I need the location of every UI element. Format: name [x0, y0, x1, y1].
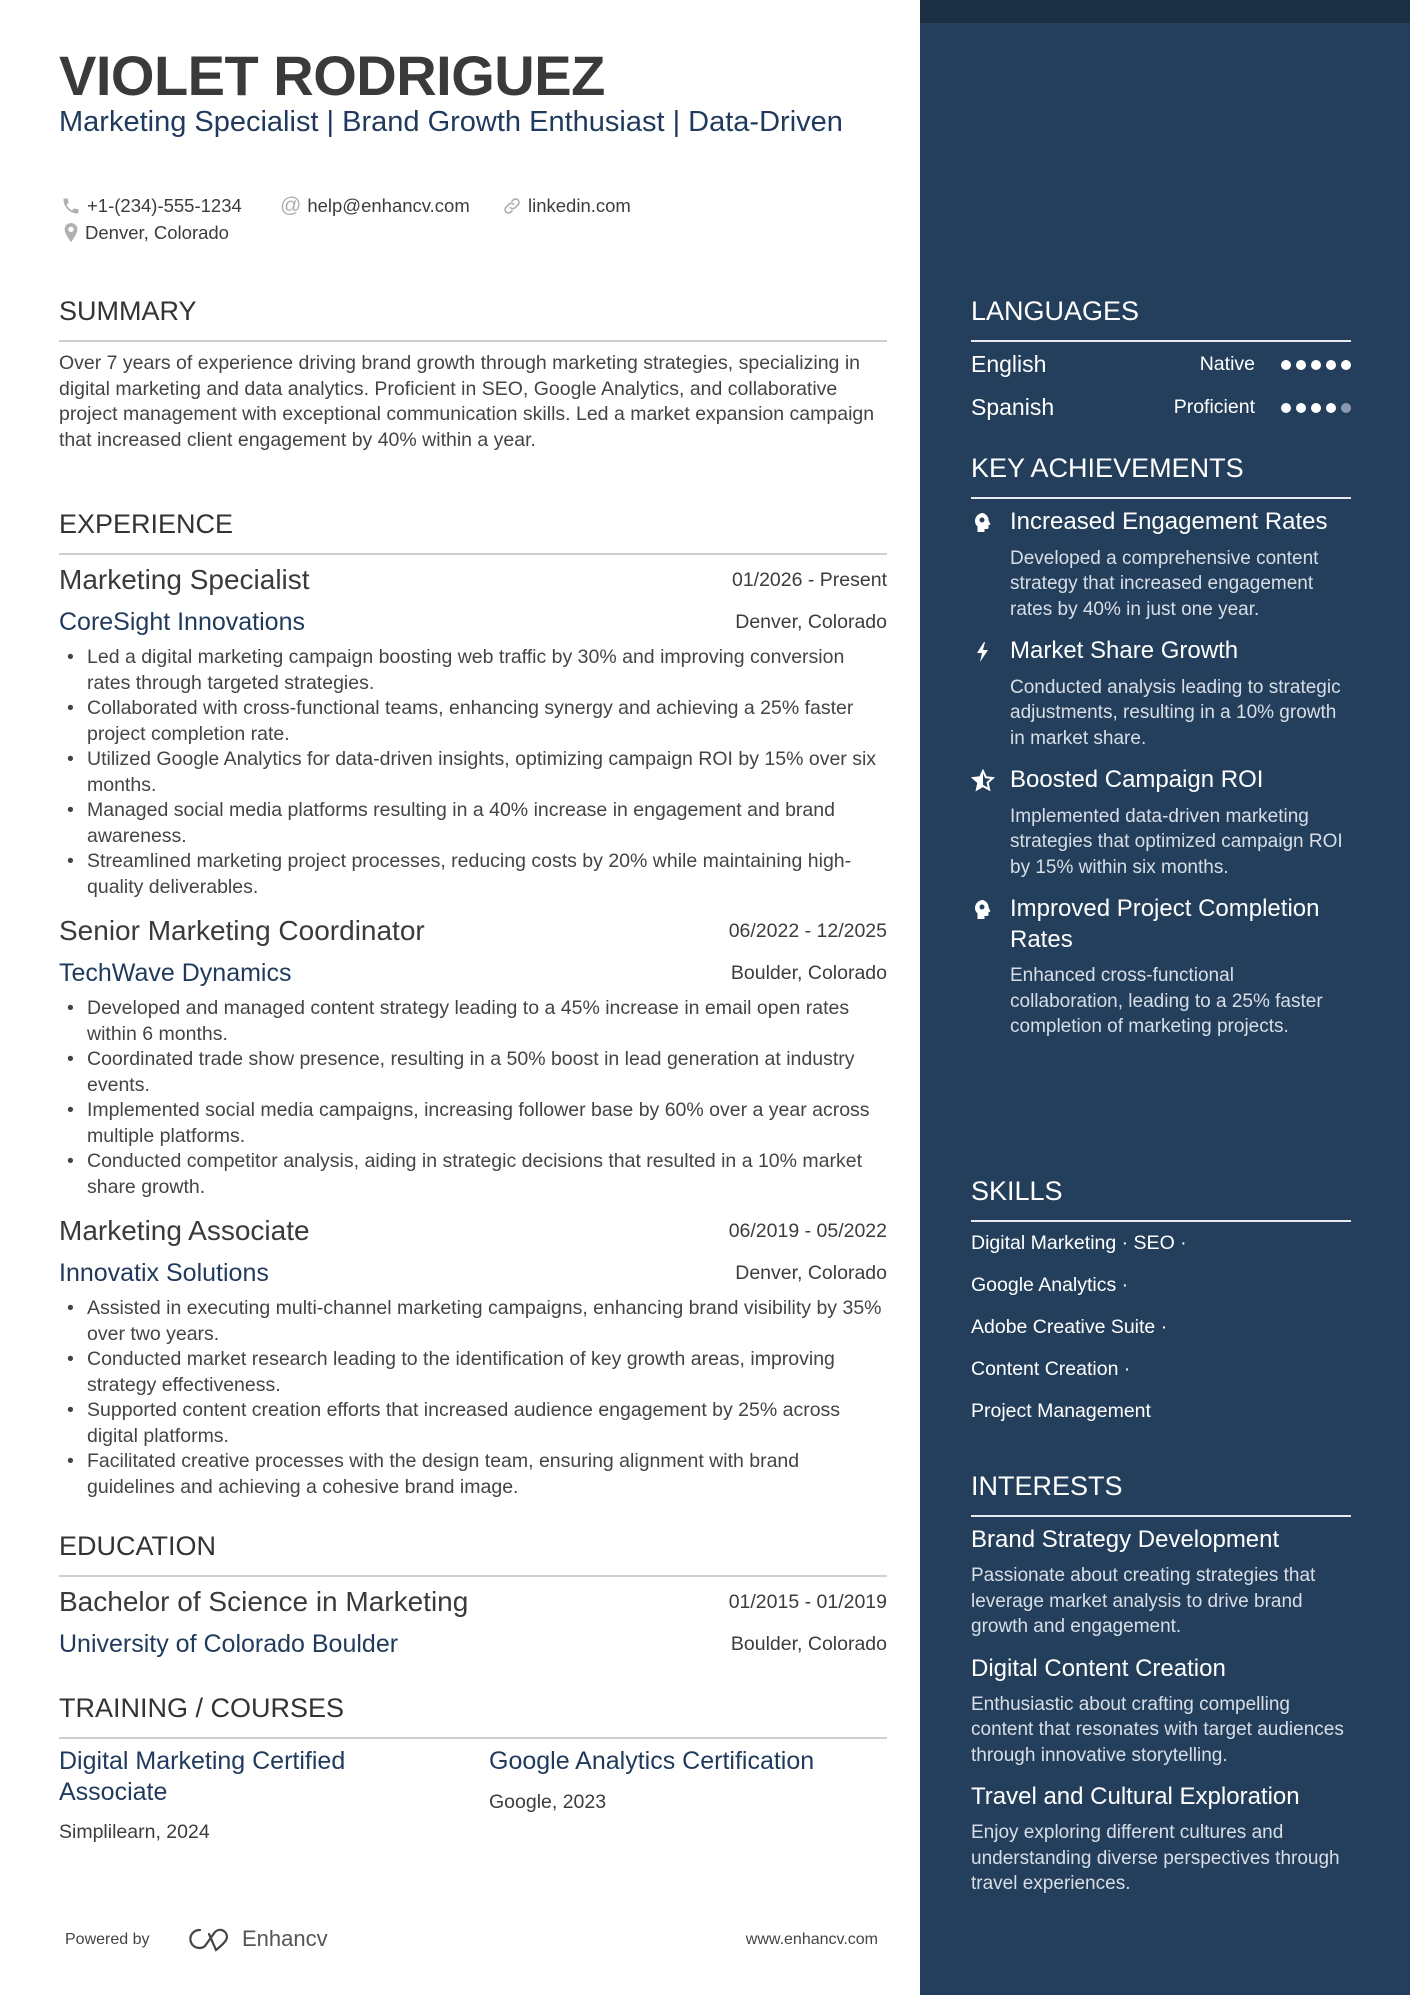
rating-dot-empty	[1341, 403, 1351, 413]
education-section	[59, 1528, 887, 1662]
bullet: • Conducted competitor analysis, aiding in strategic decisions that resulted in a 10% market share growth.	[59, 1149, 887, 1200]
interests-heading: INTERESTS	[971, 1468, 1351, 1517]
job-location: Denver, Colorado	[735, 610, 887, 633]
training-provider: Google, 2023	[489, 1790, 607, 1813]
linkedin-link[interactable]: linkedin.com	[528, 195, 631, 216]
interests-section	[971, 1468, 1351, 1911]
interest-title: Brand Strategy Development	[971, 1526, 1280, 1553]
head-icon	[971, 511, 995, 535]
rating-dot	[1311, 403, 1321, 413]
experience-section	[59, 506, 887, 1513]
interest-desc: Passionate about creating strategies that leverage market analysis to drive brand growth and engagement.	[971, 1565, 1316, 1637]
bolt-icon	[971, 640, 995, 664]
skill-line: Project Management	[971, 1400, 1151, 1422]
enhancv-brand: Enhancv	[242, 1926, 328, 1951]
training-title: Digital Marketing Certified Associate	[59, 1747, 346, 1806]
bullet: • Facilitated creative processes with the design team, ensuring alignment with brand guidelines and achieving a cohesive brand image.	[59, 1449, 887, 1500]
company-name: Innovatix Solutions	[59, 1259, 269, 1287]
education-location: Boulder, Colorado	[730, 1632, 887, 1655]
phone-contact	[61, 194, 242, 218]
training-section	[59, 1690, 887, 1739]
education-dates: 01/2015 - 01/2019	[728, 1590, 887, 1613]
powered-by-label: Powered by	[65, 1931, 150, 1948]
skills-section	[971, 1173, 1351, 1432]
achievements-heading: KEY ACHIEVEMENTS	[971, 450, 1351, 499]
bullet: • Implemented social media campaigns, increasing follower base by 60% over a year across multiple platforms.	[59, 1098, 887, 1149]
achievement-title: Boosted Campaign ROI	[1010, 766, 1264, 793]
rating-dot	[1296, 360, 1306, 370]
job-title: Marketing Associate	[59, 1215, 310, 1246]
company-name: TechWave Dynamics	[59, 959, 292, 987]
rating-dot	[1281, 360, 1291, 370]
job-entry	[59, 1213, 887, 1500]
bullet: • Led a digital marketing campaign boosting web traffic by 30% and improving conversion rates through targeted strategies.	[59, 645, 887, 696]
rating-dot	[1341, 360, 1351, 370]
bullet: • Developed and managed content strategy leading to a 45% increase in email open rates within 6 months.	[59, 996, 887, 1047]
experience-heading: EXPERIENCE	[59, 506, 887, 555]
job-title: Marketing Specialist	[59, 564, 310, 595]
bullet: • Supported content creation efforts that increased audience engagement by 25% across digital platforms.	[59, 1398, 887, 1449]
achievement-item	[971, 765, 1351, 880]
language-rating	[1281, 360, 1351, 370]
candidate-name: VIOLET RODRIGUEZ	[59, 44, 605, 107]
job-bullets	[59, 1296, 887, 1500]
achievement-desc: Enhanced cross-functional collaboration, leading to a 25% faster completion of marketing projects.	[1010, 965, 1323, 1037]
phone-text: +1-(234)-555-1234	[87, 195, 242, 216]
achievement-item	[971, 636, 1351, 751]
achievement-desc: Conducted analysis leading to strategic adjustments, resulting in a 10% growth in market share.	[1010, 676, 1341, 749]
email-contact[interactable]	[280, 194, 470, 218]
skill-line: Adobe Creative Suite ·	[971, 1316, 1168, 1338]
training-item	[489, 1746, 879, 1814]
job-dates: 06/2022 - 12/2025	[728, 919, 887, 942]
training-heading: TRAINING / COURSES	[59, 1690, 887, 1739]
rating-dot	[1281, 403, 1291, 413]
skill-line: Digital Marketing · SEO ·	[971, 1232, 1187, 1254]
training-title: Google Analytics Certification	[489, 1747, 815, 1775]
linkedin-contact[interactable]	[502, 194, 631, 218]
job-entry	[59, 913, 887, 1200]
language-name: English	[971, 351, 1047, 377]
enhancv-logo-icon	[184, 1926, 232, 1952]
skill-line: Google Analytics ·	[971, 1274, 1129, 1296]
sidebar-top-strip	[920, 0, 1410, 23]
location-text: Denver, Colorado	[85, 222, 229, 243]
language-level: Native	[1199, 353, 1255, 375]
achievement-title: Increased Engagement Rates	[1010, 508, 1328, 535]
at-icon: @	[280, 194, 302, 217]
bullet: • Collaborated with cross-functional teams, enhancing synergy and achieving a 25% faster project completion rate.	[59, 696, 887, 747]
email-link[interactable]: help@enhancv.com	[307, 195, 470, 216]
summary-section	[59, 293, 887, 453]
education-heading: EDUCATION	[59, 1528, 887, 1577]
bullet: • Coordinated trade show presence, resulting in a 50% boost in lead generation at industry events.	[59, 1047, 887, 1098]
summary-heading: SUMMARY	[59, 293, 887, 342]
skills-heading: SKILLS	[971, 1173, 1351, 1222]
languages-section	[971, 293, 1351, 429]
languages-heading: LANGUAGES	[971, 293, 1351, 342]
school-name: University of Colorado Boulder	[59, 1630, 399, 1658]
enhancv-logo[interactable]	[184, 1926, 328, 1952]
interest-desc: Enjoy exploring different cultures and understanding diverse perspectives through travel experiences.	[971, 1822, 1340, 1894]
bullet: • Assisted in executing multi-channel marketing campaigns, enhancing brand visibility by 35% over two years.	[59, 1296, 887, 1347]
job-location: Denver, Colorado	[735, 1261, 887, 1284]
achievement-item	[971, 507, 1351, 622]
job-entry	[59, 562, 887, 900]
company-name: CoreSight Innovations	[59, 608, 305, 636]
training-item	[59, 1746, 439, 1844]
language-name: Spanish	[971, 394, 1055, 420]
bullet: • Conducted market research leading to the identification of key growth areas, improving strategy effectiveness.	[59, 1347, 887, 1398]
rating-dot	[1326, 403, 1336, 413]
summary-text: Over 7 years of experience driving brand growth through marketing strategies, specializing in digital marketing and data analytics. Proficient in SEO, Google Analytics, and collaborative project management with exceptional communication skills. Led a market expansion campaign that increased client engagement by 40% within a year.	[59, 352, 875, 451]
job-title: Senior Marketing Coordinator	[59, 915, 425, 946]
interest-title: Digital Content Creation	[971, 1654, 1226, 1682]
language-level: Proficient	[1173, 396, 1255, 418]
achievement-desc: Developed a comprehensive content strategy that increased engagement rates by 40% in just one year.	[1010, 547, 1319, 620]
bullet: • Streamlined marketing project processes, reducing costs by 20% while maintaining high-quality deliverables.	[59, 849, 887, 900]
location-contact	[63, 221, 229, 245]
candidate-title: Marketing Specialist | Brand Growth Enthusiast | Data-Driven	[59, 106, 843, 138]
degree: Bachelor of Science in Marketing	[59, 1586, 469, 1617]
training-provider: Simplilearn, 2024	[59, 1821, 210, 1843]
job-bullets	[59, 645, 887, 900]
bullet: • Utilized Google Analytics for data-driven insights, optimizing campaign ROI by 15% over six months.	[59, 747, 887, 798]
language-row	[971, 386, 1351, 429]
bullet: • Managed social media platforms resulting in a 40% increase in engagement and brand awareness.	[59, 798, 887, 849]
language-row	[971, 343, 1351, 386]
job-bullets	[59, 996, 887, 1200]
rating-dot	[1311, 360, 1321, 370]
head-icon	[971, 898, 995, 922]
achievement-desc: Implemented data-driven marketing strategies that optimized campaign ROI by 15% within six months.	[1010, 805, 1343, 878]
job-location: Boulder, Colorado	[730, 961, 887, 984]
location-pin-icon	[63, 223, 79, 243]
link-icon	[502, 196, 522, 216]
star-icon	[971, 769, 995, 793]
phone-icon	[61, 196, 81, 216]
rating-dot	[1296, 403, 1306, 413]
achievement-title: Market Share Growth	[1010, 637, 1239, 664]
achievements-section	[971, 450, 1351, 1054]
language-rating	[1281, 403, 1351, 413]
interest-title: Travel and Cultural Exploration	[971, 1783, 1300, 1810]
job-dates: 01/2026 - Present	[731, 568, 887, 591]
skill-line: Content Creation ·	[971, 1358, 1131, 1380]
footer-url[interactable]: www.enhancv.com	[745, 1931, 878, 1948]
achievement-title: Improved Project Completion Rates	[1010, 895, 1320, 953]
rating-dot	[1326, 360, 1336, 370]
job-dates: 06/2019 - 05/2022	[728, 1219, 887, 1242]
achievement-item	[971, 894, 1351, 1040]
interest-desc: Enthusiastic about crafting compelling content that resonates with target audiences through innovative storytelling.	[971, 1693, 1344, 1766]
